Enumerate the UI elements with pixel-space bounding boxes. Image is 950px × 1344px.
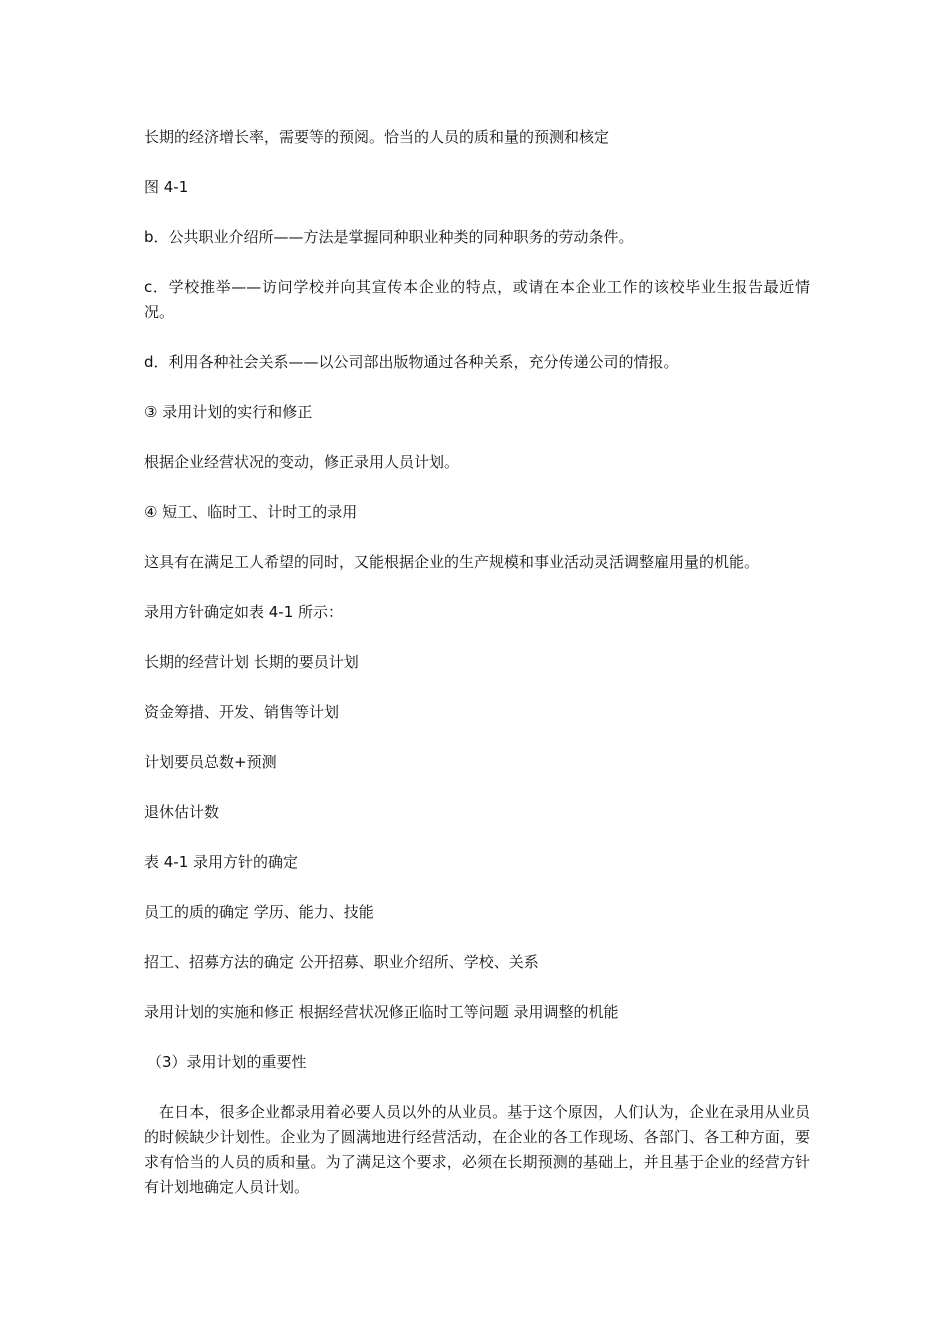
paragraph-item-b: b．公共职业介绍所——方法是掌握同种职业种类的同种职务的劳动条件。 [144,228,634,246]
paragraph-table-intro: 录用方针确定如表 4-1 所示： [144,603,344,621]
paragraph-item-c: c．学校推举——访问学校并向其宣传本企业的特点，或请在本企业工作的该校毕业生报告最近情况。 [144,278,810,321]
table-line-retirement: 退休估计数 [144,803,220,821]
table-line-recruitment: 招工、招募方法的确定 公开招募、职业介绍所、学校、关系 [144,953,539,971]
table-line-funding: 资金筹措、开发、销售等计划 [144,703,340,721]
paragraph-temp-workers: 这具有在满足工人希望的同时，又能根据企业的生产规模和事业活动灵活调整雇用量的机能。 [144,553,760,571]
section-heading-importance: （3）录用计划的重要性 [147,1053,307,1071]
table-line-implementation: 录用计划的实施和修正 根据经营状况修正临时工等问题 录用调整的机能 [144,1003,619,1021]
paragraph-revision: 根据企业经营状况的变动，修正录用人员计划。 [144,453,460,471]
table-line-quality: 员工的质的确定 学历、能力、技能 [144,903,374,921]
section-heading-3: ③ 录用计划的实行和修正 [144,403,313,421]
paragraph-japan: 在日本，很多企业都录用着必要人员以外的从业员。基于这个原因，人们认为，企业在录用从业员的时候缺少计划性。企业为了圆满地进行经营活动，在企业的各工作现场、各部门、各工种方面，要求有恰当的人员的质和量。为了满足这个要求，必须在长期预测的基础上，并且基于企业的经营方针有计划地确定人员计划。 [144,1103,810,1196]
section-heading-4: ④ 短工、临时工、计时工的录用 [144,503,358,521]
table-caption: 表 4-1 录用方针的确定 [144,853,299,871]
paragraph-forecast: 长期的经济增长率，需要等的预阅。恰当的人员的质和量的预测和核定 [144,128,610,146]
table-line-long-term: 长期的经营计划 长期的要员计划 [144,653,359,671]
table-line-total: 计划要员总数+预测 [144,753,277,771]
paragraph-item-d: d．利用各种社会关系——以公司部出版物通过各种关系，充分传递公司的情报。 [144,353,679,371]
figure-caption: 图 4-1 [144,178,189,196]
document-page [144,125,810,1225]
